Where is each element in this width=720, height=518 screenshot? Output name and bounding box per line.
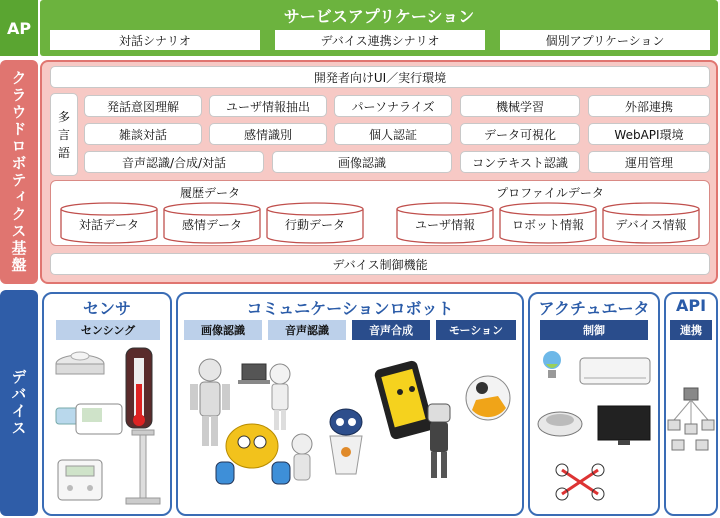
db-robot-info	[499, 202, 597, 244]
func-user-info-extract: ユーザ情報抽出	[209, 95, 327, 117]
db-user-info	[396, 202, 494, 244]
func-machine-learning: 機械学習	[460, 95, 580, 117]
ap-title: サービスアプリケーション	[283, 7, 475, 26]
func-emotion-identify: 感情識別	[209, 123, 327, 145]
func-webapi-env: WebAPI環境	[588, 123, 710, 145]
developer-ui-box: 開発者向けUI／実行環境	[50, 66, 710, 88]
smartphone-icon	[373, 360, 434, 441]
db-dialog-data	[60, 202, 158, 244]
tagengo-char-2: 言	[57, 127, 70, 142]
func-personal-auth: 個人認証	[334, 123, 452, 145]
api-tag: 連携	[670, 320, 712, 340]
func-image-recognition: 画像認識	[272, 151, 452, 173]
profile-data-title: プロファイルデータ	[496, 186, 604, 200]
laptop-icon	[238, 364, 270, 384]
ap-item-dialog-scenario: 対話シナリオ	[50, 30, 260, 50]
light-bulb-icon	[543, 351, 561, 378]
television-icon	[598, 406, 650, 445]
height-scale-icon	[126, 430, 160, 504]
db-behavior-data-label: 行動データ	[284, 218, 345, 232]
drone-icon	[556, 464, 604, 500]
db-dialog-data-label: 対話データ	[78, 218, 139, 232]
db-emotion-data-label: 感情データ	[181, 218, 242, 232]
func-utterance-intent: 発話意図理解	[84, 95, 202, 117]
air-conditioner-icon	[580, 358, 650, 384]
blue-robot-icon	[330, 409, 362, 474]
sensor-title: センサ	[82, 299, 131, 318]
body-scale-icon	[58, 460, 102, 500]
db-device-info-label: デバイス情報	[615, 218, 687, 232]
tagengo-char-3: 語	[57, 145, 70, 160]
ap-item-individual-app: 個別アプリケーション	[500, 30, 710, 50]
actuator-illustrations	[532, 344, 656, 510]
robot-vacuum-icon	[538, 412, 582, 436]
func-context-recognition: コンテキスト認識	[460, 151, 580, 173]
cloud-side-label: クラウドロボティクス基盤	[0, 60, 38, 284]
api-title: API	[675, 296, 707, 315]
thermometer-icon	[126, 348, 152, 428]
func-voice-recognition: 音声認識/合成/対話	[84, 151, 264, 173]
ap-item-device-scenario: デバイス連携シナリオ	[275, 30, 485, 50]
robohon-robot-icon	[428, 404, 450, 478]
db-behavior-data	[266, 202, 364, 244]
humanoid-robot-icon	[190, 359, 230, 446]
api-illustration	[666, 384, 716, 454]
yellow-robot-icon	[216, 424, 290, 484]
db-device-info	[602, 202, 700, 244]
db-emotion-data	[163, 202, 261, 244]
robot-tag-voice-recognition: 音声認識	[268, 320, 346, 340]
robot-illustrations	[180, 344, 520, 510]
history-data-title: 履歴データ	[179, 186, 240, 200]
robot-tag-speech-synthesis: 音声合成	[352, 320, 430, 340]
tagengo-box	[50, 93, 78, 176]
func-personalize: パーソナライズ	[334, 95, 452, 117]
func-external-link: 外部連携	[588, 95, 710, 117]
func-data-visualization: データ可視化	[460, 123, 580, 145]
small-white-robot-icon	[292, 434, 312, 480]
sensor-tag: センシング	[56, 320, 160, 340]
sensor-illustrations	[48, 344, 168, 510]
func-chit-chat: 雑談対話	[84, 123, 202, 145]
network-devices-icon	[668, 388, 714, 450]
smoke-detector-icon	[56, 352, 104, 374]
db-user-info-label: ユーザ情報	[414, 218, 475, 232]
ball-robot-icon	[466, 376, 510, 420]
db-robot-info-label: ロボット情報	[511, 218, 584, 232]
actuator-title: アクチュエータ	[538, 299, 650, 318]
blood-pressure-monitor-icon	[56, 404, 122, 434]
robot-tag-motion: モーション	[436, 320, 516, 340]
device-side-label: デバイス	[0, 290, 38, 516]
robot-tag-image-recognition: 画像認識	[184, 320, 262, 340]
func-operation-management: 運用管理	[588, 151, 710, 173]
ap-side-label: AP	[0, 0, 38, 56]
device-control-box: デバイス制御機能	[50, 253, 710, 275]
robot-title: コミュニケーションロボット	[246, 299, 454, 318]
tagengo-char-1: 多	[57, 109, 70, 124]
actuator-tag: 制御	[540, 320, 648, 340]
white-robot-icon	[270, 364, 290, 430]
